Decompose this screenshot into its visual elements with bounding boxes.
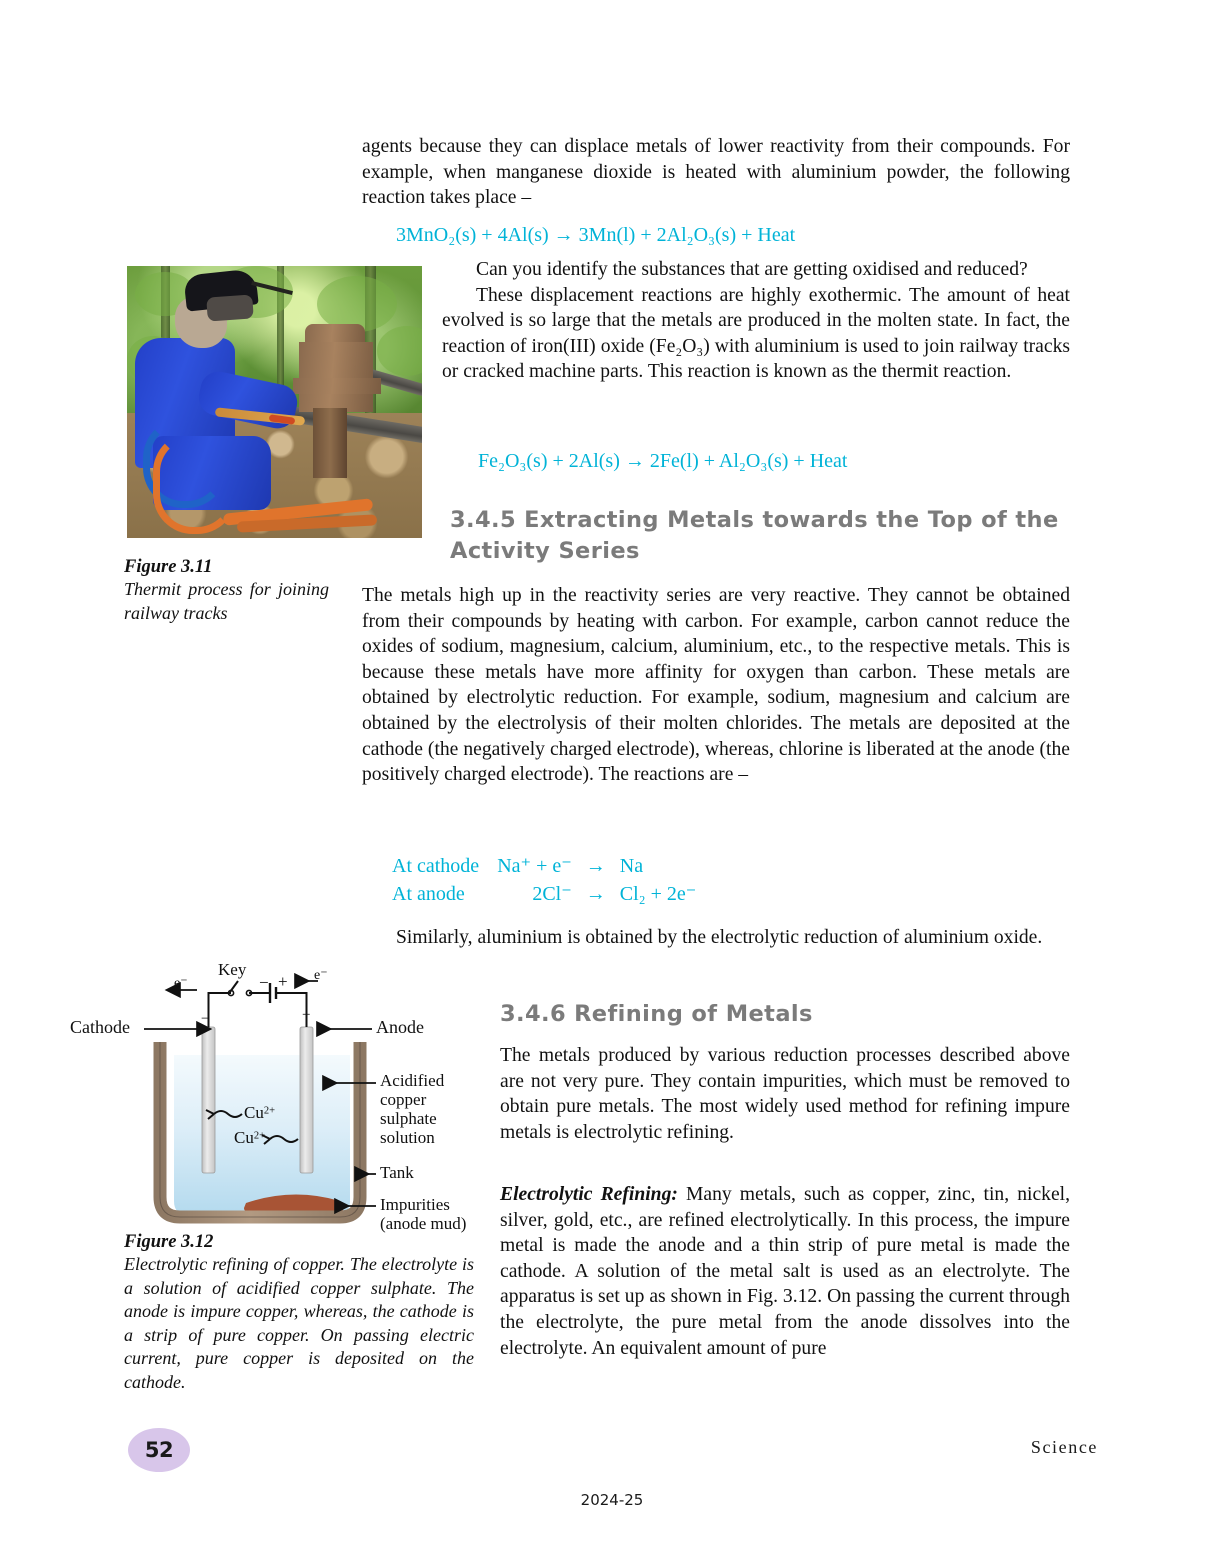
figure-3-12-caption-title: Figure 3.12 (124, 1232, 214, 1252)
figure-3-12-caption (124, 1232, 474, 1394)
question-paragraph: Can you identify the substances that are getting oxidised and reduced? (476, 259, 1028, 280)
electrolyte-line-2: copper (380, 1090, 427, 1109)
diagram-label-key: Key (218, 960, 247, 979)
page-number: 52 (144, 1438, 174, 1462)
ion-2-charge: 2+ (253, 1130, 266, 1142)
diagram-label-anode: Anode (376, 1017, 424, 1037)
section-3-4-6-paragraph: The metals produced by various reduction processes described above are not very pure. They contain impurities, which must be removed to obtain pure metals. The most widely used method for refining impure metals is electrolytic refining. (500, 1045, 1070, 1143)
circuit-wire-left (209, 993, 232, 1027)
reaction-reactants-anode: 2Cl⁻ (532, 883, 572, 905)
electrolyte-line-4: solution (380, 1128, 435, 1147)
electrolytic-refining-text: Many metals, such as copper, zinc, tin, nickel, silver, gold, etc., are refined electrolytically. In this process, the impure metal is made the anode and a thin strip of pure metal is made the cathode. A solution of the metal salt is used as an electrolyte. The apparatus is set up as shown in Fig. 3.12. On passing the current through the electrolyte, the pure metal from the anode dissolves into the electrolyte. An equivalent amount of pure (500, 1184, 1070, 1359)
photo-visor (206, 294, 254, 321)
reaction-arrow: → (585, 855, 606, 877)
ion-1-symbol: Cu (244, 1103, 264, 1122)
electrolyte-line-1: Acidified (380, 1071, 445, 1090)
diagram-label-impurities (380, 1195, 466, 1233)
section-heading-3-4-5 (450, 505, 1070, 567)
figure-3-11-caption-body: Thermit process for joining railway tracks (124, 579, 329, 623)
section-title-3-4-5: Extracting Metals towards the Top of the Activity Series (450, 507, 1059, 564)
cathode-electrode (202, 1027, 215, 1173)
exothermic-paragraph: These displacement reactions are highly exothermic. The amount of heat evolved is so large that the metals are produced in the molten state. In fact, the reaction of iron(III) oxide (Fe₂O₃) with aluminium is used to join railway tracks or cracked machine parts. This reaction is known as the thermit reaction. (442, 284, 1070, 383)
reaction-arrow: → (585, 883, 606, 905)
footer-year: 2024-25 (580, 1491, 644, 1509)
diagram-label-electrolyte (380, 1071, 444, 1147)
diagram-label-battery-plus: + (278, 972, 288, 991)
reaction-products-anode: Cl₂ + 2e⁻ (619, 883, 697, 905)
electrolyte-line-3: sulphate (380, 1109, 437, 1128)
photo-crucible-stand (313, 408, 347, 478)
diagram-label-battery-minus: − (259, 973, 269, 992)
similarly-paragraph: Similarly, aluminium is obtained by the electrolytic reduction of aluminium oxide. (396, 927, 1043, 948)
reaction-reactants-cathode: Na⁺ + e⁻ (497, 855, 572, 877)
intro-paragraph: agents because they can displace metals of lower reactivity from their compounds. For example, when manganese dioxide is heated with aluminium powder, the following reaction takes place – (362, 136, 1070, 209)
section-number-3-4-5: 3.4.5 (450, 507, 517, 533)
diagram-label-electron-left: e⁻ (174, 976, 188, 991)
section-heading-3-4-6 (500, 999, 1070, 1030)
figure-3-11-caption (124, 557, 329, 625)
photo-crucible-band (293, 378, 381, 394)
figure-3-12-diagram (70, 960, 498, 1233)
ion-1-charge: 2+ (263, 1105, 276, 1117)
photo-crucible (299, 342, 373, 412)
figure-3-11-photo (127, 266, 422, 538)
diagram-label-cathode-sign: − (201, 1011, 210, 1027)
impurities-line-2: (anode mud) (380, 1214, 467, 1233)
middle-text-column (442, 257, 1070, 385)
reaction-label-anode: At anode (392, 883, 465, 905)
reaction-products-cathode: Na (619, 855, 644, 877)
figure-3-12-caption-body: Electrolytic refining of copper. The electrolyte is a solution of acidified copper sulphate. The anode is impure copper, whereas, the cathode is a strip of pure copper. On passing electric current, pure copper is deposited on the cathode. (124, 1254, 474, 1392)
figure-3-11-caption-title: Figure 3.11 (124, 557, 213, 577)
diagram-label-anode-sign: + (302, 1007, 311, 1023)
key-lever (230, 981, 238, 992)
reaction-row-anode (392, 881, 696, 907)
anode-electrode (300, 1027, 313, 1173)
equation-thermit-mno2: 3MnO₂(s) + 4Al(s) → 3Mn(l) + 2Al₂O₃(s) + Heat (396, 224, 796, 246)
electrolytic-refining-paragraph (500, 1182, 1070, 1361)
diagram-label-tank: Tank (380, 1163, 414, 1182)
section-title-3-4-6: Refining of Metals (574, 1001, 813, 1027)
page-number-badge (128, 1428, 190, 1472)
section-number-3-4-6: 3.4.6 (500, 1001, 567, 1027)
equation-thermit-fe2o3: Fe₂O₃(s) + 2Al(s) → 2Fe(l) + Al₂O₃(s) + Heat (478, 450, 848, 472)
ion-2-symbol: Cu (234, 1128, 254, 1147)
electrolytic-refining-label: Electrolytic Refining: (500, 1184, 678, 1205)
footer-subject: Science (1030, 1437, 1098, 1457)
diagram-label-ion-1 (244, 1103, 275, 1123)
diagram-label-ion-2 (234, 1128, 265, 1148)
section-3-4-5-paragraph: The metals high up in the reactivity series are very reactive. They cannot be obtained from their compounds by heating with carbon. For example, carbon cannot reduce the oxides of sodium, magnesium, calcium, aluminium, etc., to the respective metals. This is because these metals have more affinity for oxygen than carbon. These metals are obtained by electrolytic reduction. For example, sodium, magnesium and calcium are obtained by the electrolysis of their molten chlorides. The metals are deposited at the cathode (the negatively charged electrode), whereas, chlorine is liberated at the anode (the positively charged electrode). The reactions are – (362, 585, 1070, 786)
reaction-row-cathode (392, 853, 696, 881)
reaction-label-cathode: At cathode (392, 855, 480, 877)
diagram-label-cathode: Cathode (70, 1017, 130, 1037)
impurities-line-1: Impurities (380, 1195, 450, 1214)
diagram-label-electron-right: e⁻ (314, 968, 328, 983)
electrode-reactions-block (392, 853, 696, 907)
